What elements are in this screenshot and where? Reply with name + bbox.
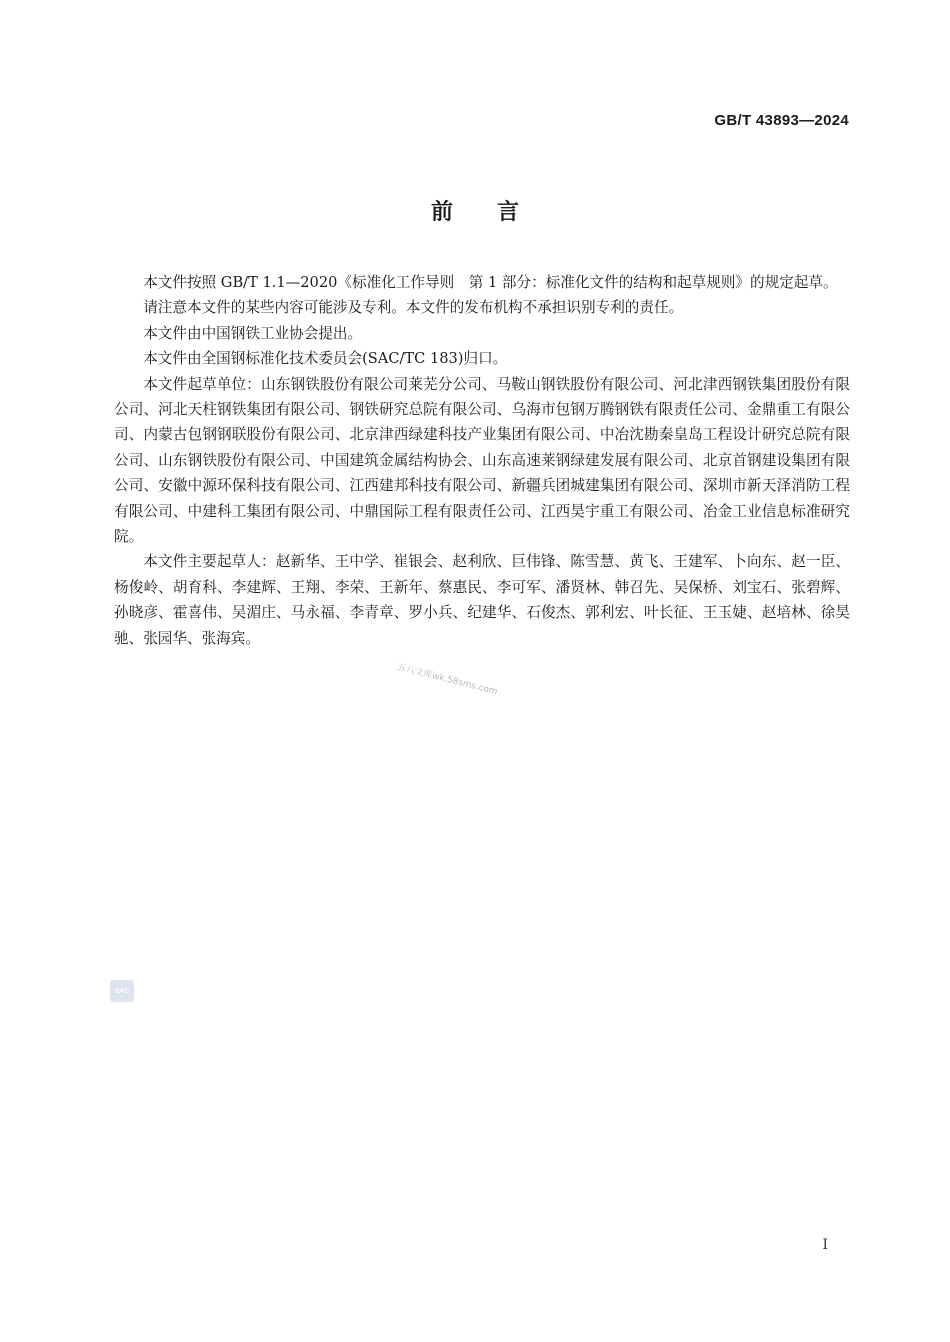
- page-title-text: 前言: [430, 200, 563, 225]
- paragraph-committee: 本文件由全国钢标准化技术委员会(SAC/TC 183)归口。: [143, 350, 508, 368]
- page-title: [0, 195, 950, 226]
- foreword-body: [114, 270, 850, 651]
- paragraph-drafters: 本文件主要起草人：赵新华、王中学、崔银会、赵利欣、巨伟锋、陈雪慧、黄飞、王建军、卜向东、赵一臣、杨俊岭、胡育科、李建辉、王翔、李荣、王新年、蔡惠民、李可军、潘贤林、韩召先、吴保桥、刘宝石、张碧辉、孙晓彦、霍喜伟、吴湄庄、马永福、李青章、罗小兵、纪建华、石俊杰、郭利宏、叶长征、王玉婕、赵培林、徐昊驰、张园华、张海宾。: [114, 553, 850, 647]
- standard-code: GB/T 43893—2024: [714, 112, 849, 129]
- paragraph-patent-notice: 请注意本文件的某些内容可能涉及专利。本文件的发布机构不承担识别专利的责任。: [143, 299, 684, 317]
- watermark: 五八文库wk.58sms.com: [395, 662, 499, 698]
- sac-logo-icon: SAC: [110, 980, 134, 1002]
- paragraph-proposer: 本文件由中国钢铁工业协会提出。: [143, 324, 363, 342]
- page-number: I: [822, 1237, 828, 1253]
- paragraph-drafting-rules: 本文件按照 GB/T 1.1—2020《标准化工作导则 第 1 部分：标准化文件的结构和起草规则》的规定起草。: [143, 274, 838, 291]
- paragraph-drafting-units: 本文件起草单位：山东钢铁股份有限公司莱芜分公司、马鞍山钢铁股份有限公司、河北津西钢铁集团股份有限公司、河北天柱钢铁集团有限公司、钢铁研究总院有限公司、乌海市包钢万腾钢铁有限责任公司、金鼎重工有限公司、内蒙古包钢钢联股份有限公司、北京津西绿建科技产业集团有限公司、中冶沈勘秦皇岛工程设计研究总院有限公司、山东钢铁股份有限公司、中国建筑金属结构协会、山东高速莱钢绿建发展有限公司、北京首钢建设集团有限公司、安徽中源环保科技有限公司、江西建邦科技有限公司、新疆兵团城建集团有限公司、深圳市新天泽消防工程有限公司、中建科工集团有限公司、中鼎国际工程有限责任公司、江西昊宇重工有限公司、冶金工业信息标准研究院。: [114, 375, 850, 546]
